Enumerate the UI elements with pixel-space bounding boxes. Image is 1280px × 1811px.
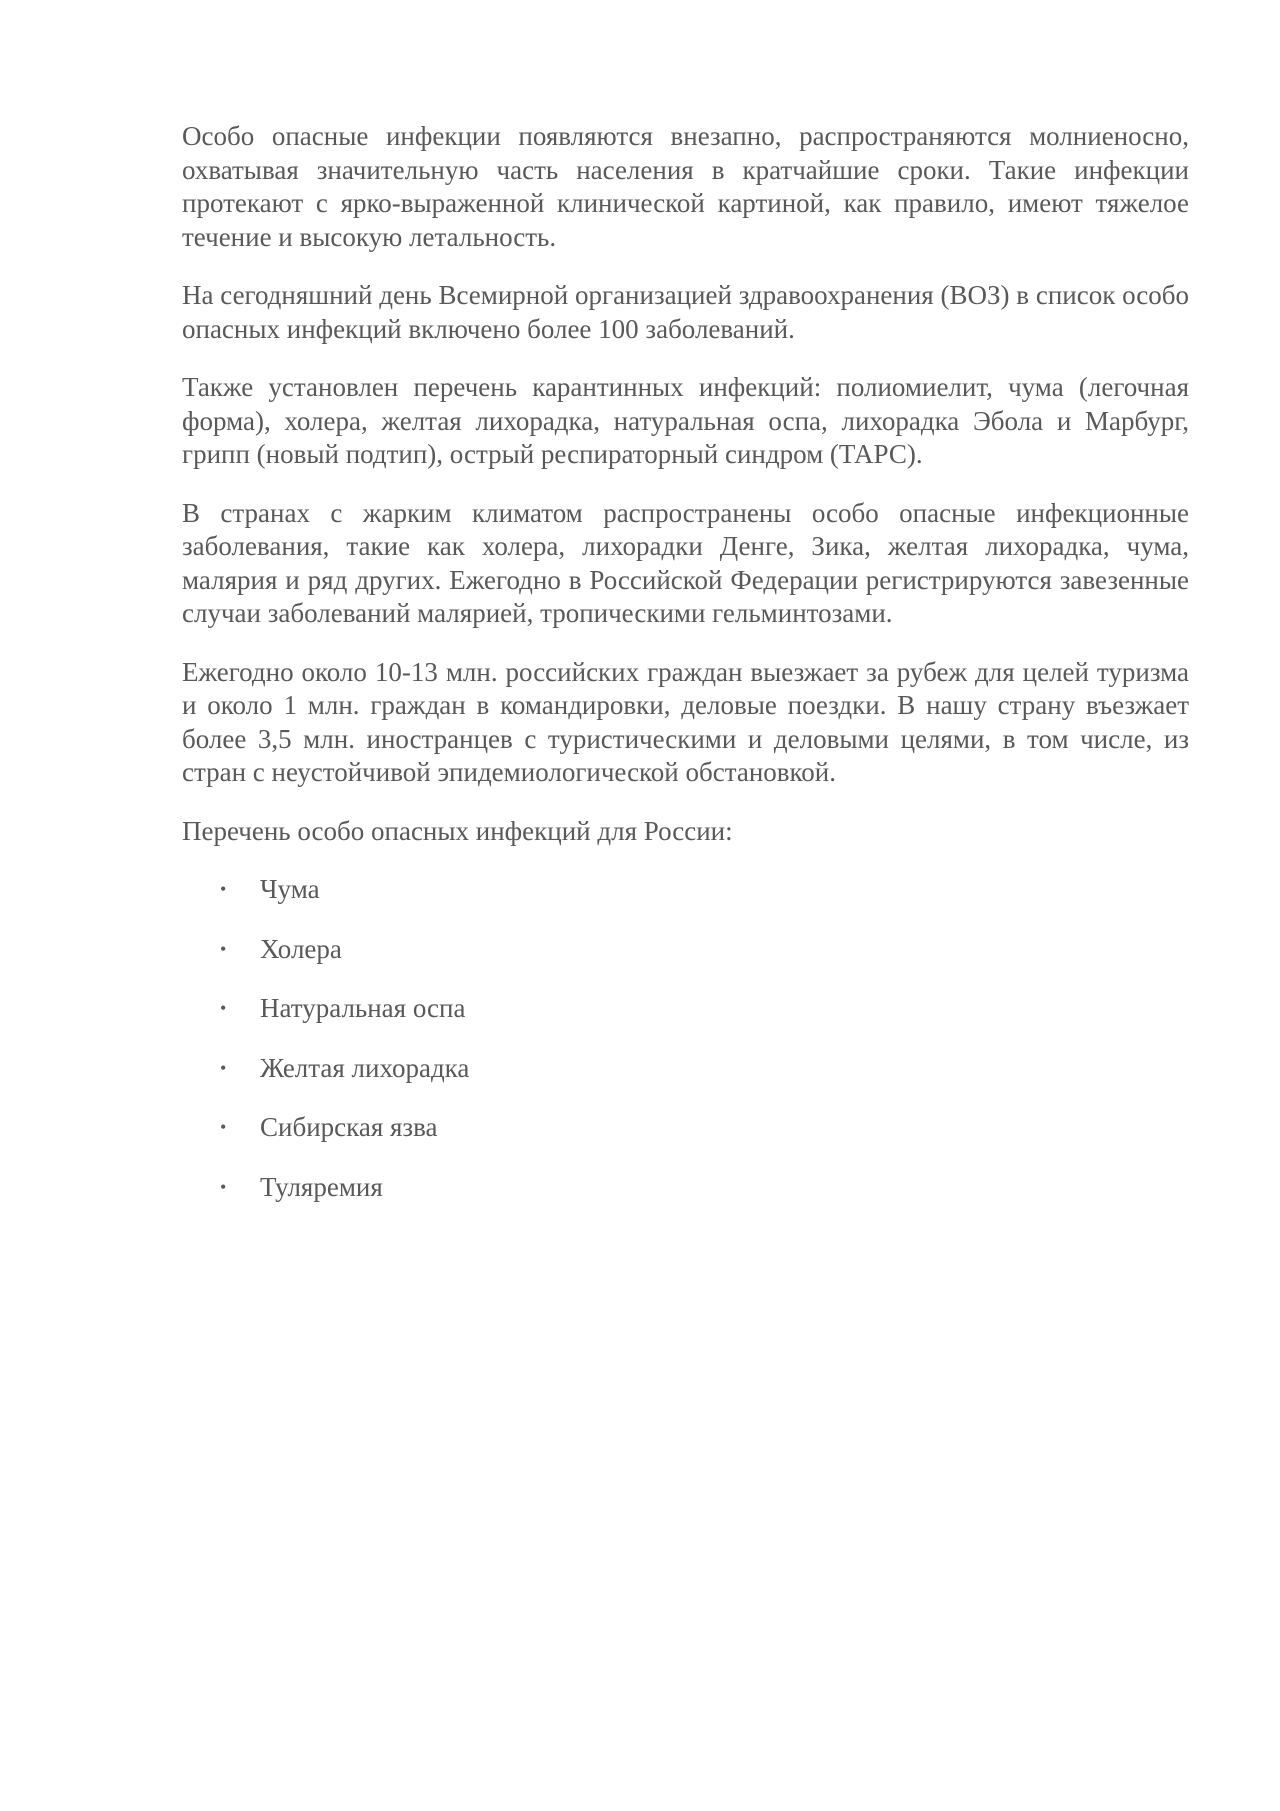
paragraph-quarantine: Также установлен перечень карантинных инфекций: полиомиелит, чума (легочная форма), холера, желтая лихорадка, натуральная оспа, лихорадка Эбола и Марбург, грипп (новый подтип), острый респираторный синдром (ТАРС).	[182, 372, 1189, 469]
bullet-icon: •	[220, 879, 227, 899]
list-item-label: Натуральная оспа	[260, 993, 466, 1023]
paragraph-list-heading: Перечень особо опасных инфекций для России:	[182, 815, 733, 846]
bullet-icon: •	[220, 1117, 227, 1137]
bullet-icon: •	[220, 938, 227, 959]
list-item-label: Чума	[260, 874, 320, 904]
list-item	[182, 933, 1189, 967]
paragraph-intro: Особо опасные инфекции появляются внезапно, распространяются молниеносно, охватывая значительную часть населения в кратчайшие сроки. Такие инфекции протекают с ярко-выраженной клинической картиной, как правило, имеют тяжелое течение и высокую летальность.	[182, 121, 1189, 252]
list-item-label: Желтая лихорадка	[260, 1052, 470, 1083]
bullet-icon: •	[220, 1057, 227, 1078]
list-item-label: Туляремия	[260, 1171, 383, 1202]
list-item-label: Холера	[260, 933, 342, 964]
list-item-label: Сибирская язва	[260, 1112, 438, 1142]
paragraph-travel: Ежегодно около 10-13 млн. российских граждан выезжает за рубеж для целей туризма и около 1 млн. граждан в командировки, деловые поездки. В нашу страну въезжает более 3,5 млн. иностранцев с туристическими и деловыми целями, в том числе, из стран с неустойчивой эпидемиологической обстановкой.	[182, 656, 1189, 787]
paragraph-who-list: На сегодняшний день Всемирной организацией здравоохранения (ВОЗ) в список особо опасных инфекций включено более 100 заболеваний.	[182, 280, 1189, 344]
bullet-icon: •	[220, 1176, 227, 1197]
list-item	[182, 992, 1189, 1026]
list-item	[182, 1171, 1189, 1205]
infections-list	[182, 873, 1189, 1204]
document-page	[182, 120, 1189, 1230]
list-item	[182, 1111, 1189, 1145]
list-item	[182, 873, 1189, 907]
bullet-icon: •	[220, 998, 227, 1018]
paragraph-hot-climate: В странах с жарким климатом распространены особо опасные инфекционные заболевания, такие как холера, лихорадки Денге, Зика, желтая лихорадка, чума, малярия и ряд других. Ежегодно в Российской Федерации регистрируются завезенные случаи заболеваний малярией, тропическими гельминтозами.	[182, 497, 1189, 628]
list-item	[182, 1052, 1189, 1086]
